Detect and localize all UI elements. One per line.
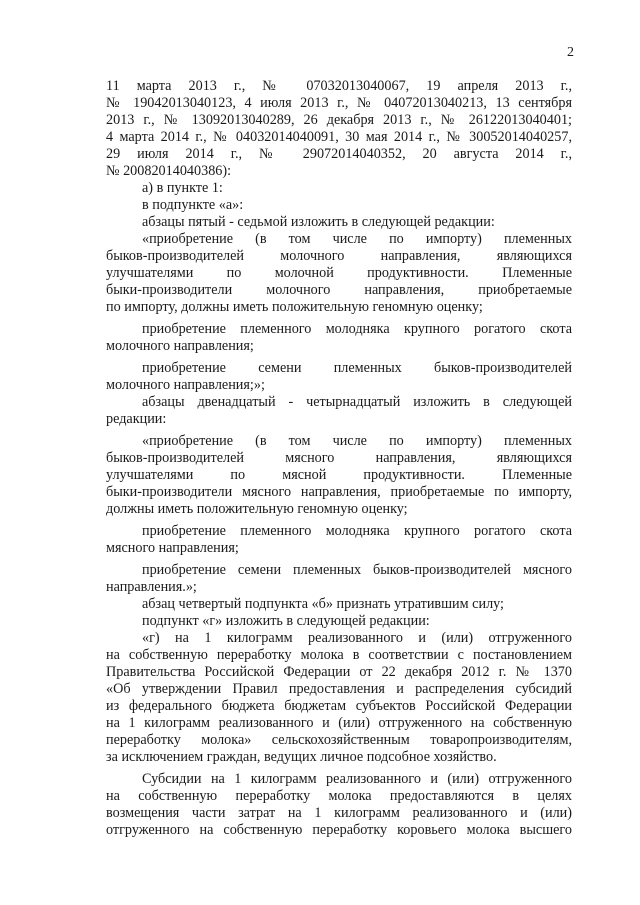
text-line: по импорту, должны иметь положительную геномную оценку; xyxy=(106,299,483,315)
text-line: приобретение семени племенных быков-производителей xyxy=(142,360,572,376)
text-line: направления.»; xyxy=(106,579,197,595)
text-line: на собственную переработку молока предоставляются в целях xyxy=(106,788,572,804)
text-line: редакции: xyxy=(106,411,167,427)
text-line: приобретение племенного молодняка крупного рогатого скота xyxy=(142,321,572,337)
page-number: 2 xyxy=(567,45,574,60)
text-line: быки-производители мясного направления, приобретаемые по импорту, xyxy=(106,484,572,500)
text-line: возмещения части затрат на 1 килограмм реализованного и (или) xyxy=(106,805,572,821)
text-line: «приобретение (в том числе по импорту) племенных xyxy=(142,231,572,247)
text-line: быков-производителей мясного направления, являющихся xyxy=(106,450,572,466)
text-line: № 20082014040386): xyxy=(106,163,232,179)
text-line: приобретение семени племенных быков-производителей мясного xyxy=(142,562,572,578)
text-line: «приобретение (в том числе по импорту) племенных xyxy=(142,433,572,449)
text-line: улучшателями по молочной продуктивности. Племенные xyxy=(106,265,572,281)
text-line: отгруженного на собственную переработку коровьего молока высшего xyxy=(106,822,572,838)
text-line: на 1 килограмм реализованного и (или) отгруженного на собственную xyxy=(106,715,572,731)
text-line: за исключением граждан, ведущих личное подсобное хозяйство. xyxy=(106,749,497,765)
document-body xyxy=(106,78,572,839)
text-line: Правительства Российской Федерации от 22 декабря 2012 г. № 1370 xyxy=(106,664,572,680)
text-line: должны иметь положительную геномную оценку; xyxy=(106,501,408,517)
text-line: 29 июля 2014 г., № 29072014040352, 20 августа 2014 г., xyxy=(106,146,572,162)
text-line: 11 марта 2013 г., № 07032013040067, 19 апреля 2013 г., xyxy=(106,78,572,94)
text-line: молочного направления;»; xyxy=(106,377,265,393)
text-line: «Об утверждении Правил предоставления и распределения субсидий xyxy=(106,681,572,697)
text-line: абзацы пятый - седьмой изложить в следующей редакции: xyxy=(142,214,495,230)
text-line: № 19042013040123, 4 июля 2013 г., № 04072013040213, 13 сентября xyxy=(106,95,572,111)
text-line: переработку молока» сельскохозяйственным товаропроизводителям, xyxy=(106,732,572,748)
text-line: на собственную переработку молока в соответствии с постановлением xyxy=(106,647,572,663)
text-line: молочного направления; xyxy=(106,338,254,354)
text-line: в подпункте «а»: xyxy=(142,197,244,213)
text-line: приобретение племенного молодняка крупного рогатого скота xyxy=(142,523,572,539)
text-line: улучшателями по мясной продуктивности. Племенные xyxy=(106,467,572,483)
text-line: 4 марта 2014 г., № 04032014040091, 30 мая 2014 г., № 30052014040257, xyxy=(106,129,572,145)
text-line: подпункт «г» изложить в следующей редакции: xyxy=(142,613,430,629)
text-line: мясного направления; xyxy=(106,540,239,556)
text-line: «г) на 1 килограмм реализованного и (или) отгруженного xyxy=(142,630,572,646)
text-line: Субсидии на 1 килограмм реализованного и (или) отгруженного xyxy=(142,771,572,787)
text-line: абзац четвертый подпункта «б» признать утратившим силу; xyxy=(142,596,504,612)
text-line: 2013 г., № 13092013040289, 26 декабря 2013 г., № 26122013040401; xyxy=(106,112,572,128)
text-line: абзацы двенадцатый - четырнадцатый изложить в следующей xyxy=(142,394,572,410)
text-line: а) в пункте 1: xyxy=(142,180,223,196)
text-line: быков-производителей молочного направления, являющихся xyxy=(106,248,572,264)
text-line: быки-производители молочного направления, приобретаемые xyxy=(106,282,572,298)
text-line: из федерального бюджета бюджетам субъектов Российской Федерации xyxy=(106,698,572,714)
